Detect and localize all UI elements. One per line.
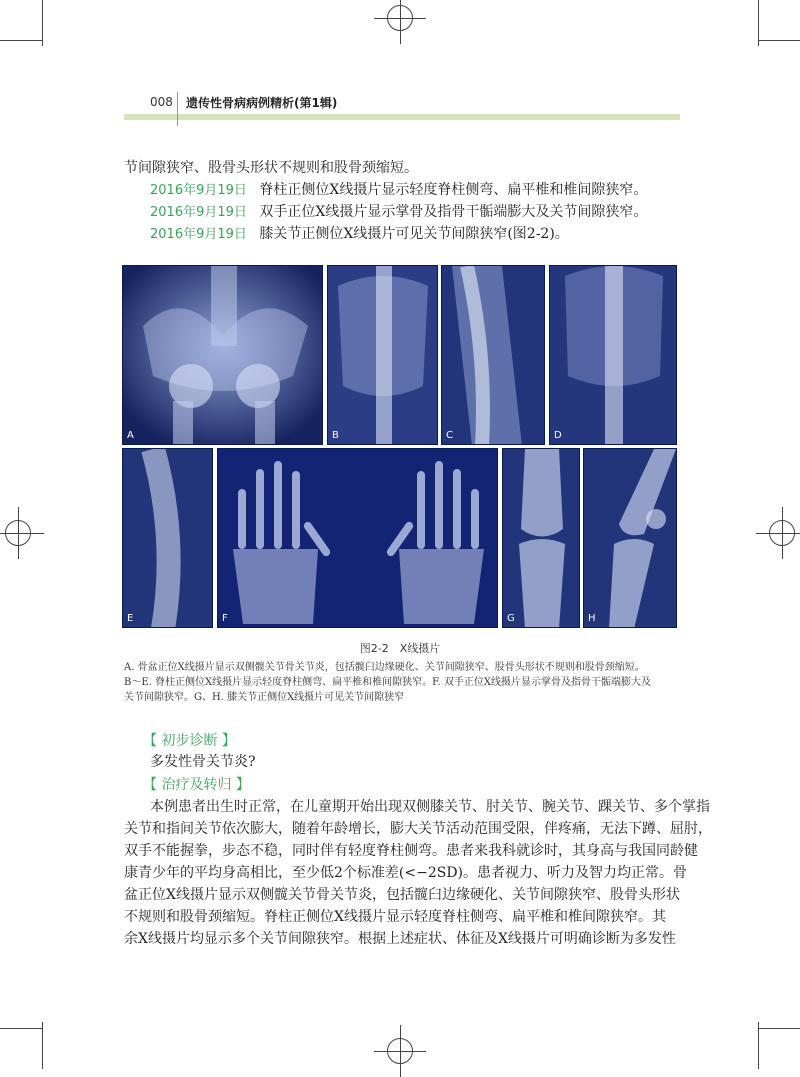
panel-label-e: E <box>127 613 134 624</box>
registration-mark-top <box>387 5 413 31</box>
paragraph-line: 本例患者出生时正常，在儿童期开始出现双侧膝关节、肘关节、腕关节、踝关节、多个掌指 <box>150 799 710 815</box>
treatment-paragraph <box>124 796 712 950</box>
intro-line: 节间隙狭窄、股骨头形状不规则和股骨颈缩短。 <box>124 160 418 176</box>
figure-caption <box>124 660 684 705</box>
xray-panel-e-spine-lateral-lower <box>122 448 213 628</box>
registration-mark-left <box>5 520 31 546</box>
exam-entry <box>150 224 569 245</box>
paragraph-line: 不规则和股骨颈缩短。脊柱正侧位X线摄片显示轻度脊柱侧弯、扁平椎和椎间隙狭窄。其 <box>124 909 666 925</box>
panel-label-g: G <box>507 613 515 624</box>
figure-title: 图2-2 X线摄片 <box>359 642 441 655</box>
header-divider <box>177 92 178 126</box>
exam-date: 2016年9月19日 <box>150 205 247 220</box>
xray-panel-c-spine-lateral <box>441 265 545 445</box>
paragraph-line: 双手不能握拳，步态不稳，同时伴有轻度脊柱侧弯。患者来我科就诊时，其身高与我国同龄健 <box>124 843 698 859</box>
caption-line: 关节间隙狭窄。G、H. 膝关节正侧位X线摄片可见关节间隙狭窄 <box>124 692 405 703</box>
exam-text: 脊柱正侧位X线摄片显示轻度脊柱侧弯、扁平椎和椎间隙狭窄。 <box>259 182 648 198</box>
exam-text: 膝关节正侧位X线摄片可见关节间隙狭窄(图2-2)。 <box>259 226 569 242</box>
panel-label-f: F <box>222 613 228 624</box>
initial-diagnosis-text: 多发性骨关节炎? <box>150 754 256 770</box>
xray-panel-d-spine-ap-lower <box>549 265 677 445</box>
exam-entry <box>150 202 647 223</box>
paragraph-line: 康青少年的平均身高相比，至少低2个标准差(<−2SD)。患者视力、听力及智力均正常。骨 <box>124 865 688 881</box>
panel-label-d: D <box>554 430 562 441</box>
paragraph-line: 关节和指间关节依次膨大，随着年龄增长，膨大关节活动范围受限，伴疼痛，无法下蹲、屈肘， <box>124 821 712 837</box>
panel-label-h: H <box>588 613 596 624</box>
treatment-heading: 【 治疗及转归 】 <box>143 777 250 793</box>
panel-label-c: C <box>446 430 453 441</box>
exam-date: 2016年9月19日 <box>150 227 247 242</box>
panel-label-a: A <box>127 430 134 441</box>
initial-diagnosis-heading: 【 初步诊断 】 <box>143 733 236 749</box>
page-number: 008 <box>150 95 173 109</box>
xray-panel-h-knee-lateral <box>583 448 677 628</box>
xray-panel-f-hands <box>217 448 498 628</box>
caption-line: B～E. 脊柱正侧位X线摄片显示轻度脊柱侧弯、扁平椎和椎间隙狭窄。F. 双手正位X线摄片显示掌骨及指骨干骺端膨大及 <box>124 677 651 688</box>
xray-panel-g-knee-ap <box>502 448 580 628</box>
exam-date: 2016年9月19日 <box>150 183 247 198</box>
registration-mark-bottom <box>387 1038 413 1064</box>
running-header <box>124 92 680 122</box>
exam-entry <box>150 180 647 201</box>
registration-mark-right <box>769 520 795 546</box>
header-bar <box>124 114 680 120</box>
caption-line: A. 骨盆正位X线摄片显示双侧髋关节骨关节炎，包括髋臼边缘硬化、关节间隙狭窄、股骨头形状不规则和股骨颈缩短。 <box>124 662 645 673</box>
panel-label-b: B <box>332 430 339 441</box>
xray-panel-b-spine-ap <box>327 265 438 445</box>
xray-panel-a-pelvis <box>122 265 323 445</box>
paragraph-line: 余X线摄片均显示多个关节间隙狭窄。根据上述症状、体征及X线摄片可明确诊断为多发性 <box>124 931 676 947</box>
paragraph-line: 盆正位X线摄片显示双侧髋关节骨关节炎，包括髋臼边缘硬化、关节间隙狭窄、股骨头形状 <box>124 887 680 903</box>
book-title: 遗传性骨病病例精析(第1辑) <box>186 96 338 110</box>
exam-text: 双手正位X线摄片显示掌骨及指骨干骺端膨大及关节间隙狭窄。 <box>259 204 648 220</box>
